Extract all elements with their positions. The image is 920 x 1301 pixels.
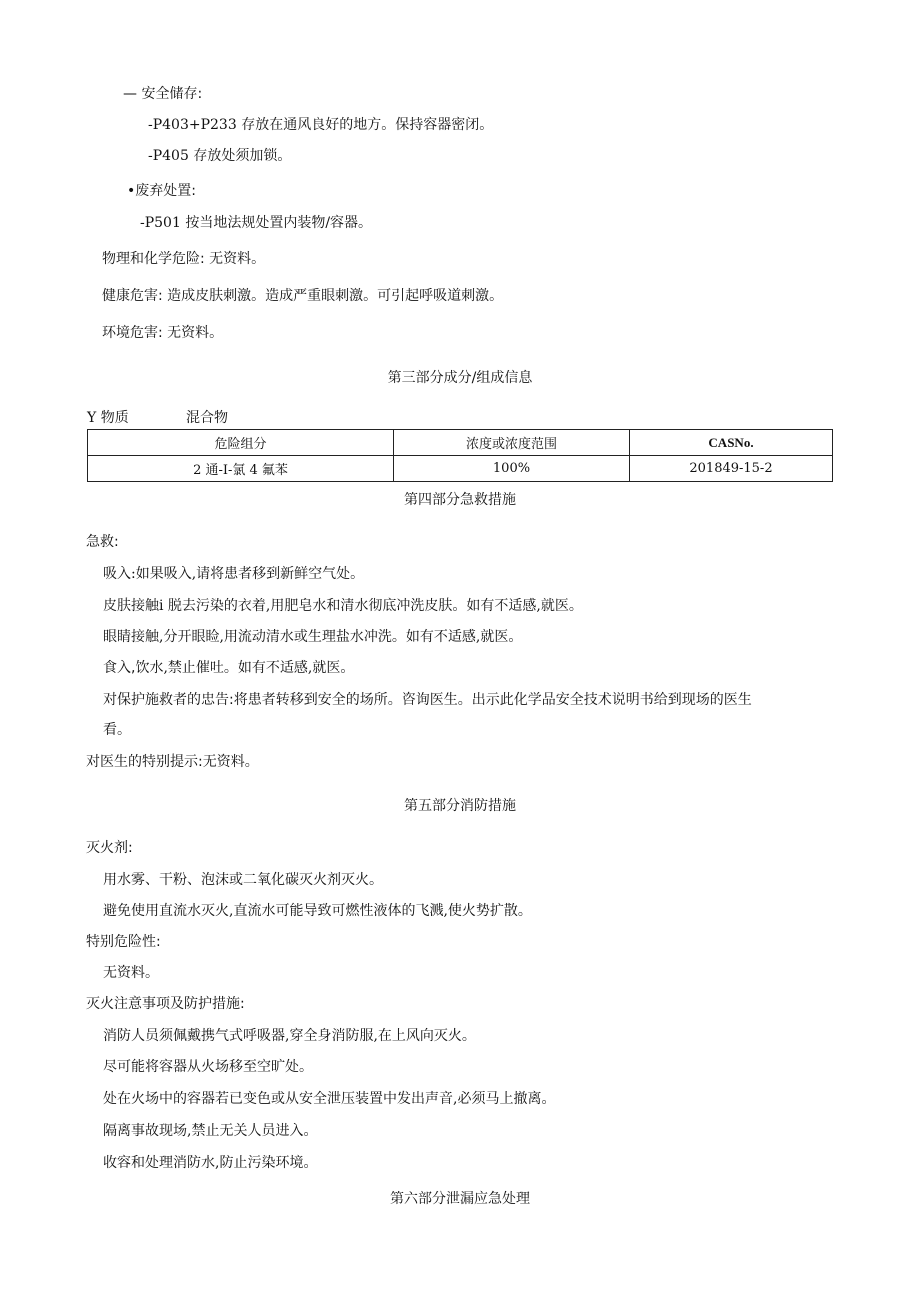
ingestion-label: 食入, — [103, 660, 136, 676]
ingestion-text: 饮水,禁止催吐。如有不适感,就医。 — [135, 660, 355, 676]
disposal-item: -P501 按当地法规处置内装物/容器。 — [140, 215, 373, 231]
precaution-item: 消防人员须佩戴携气式呼吸器,穿全身消防服,在上风向灭火。 — [103, 1028, 476, 1044]
precaution-item: 处在火场中的容器若已变色或从安全泄压装置中发出声音,必须马上撤离。 — [103, 1091, 556, 1107]
table-row — [88, 456, 833, 482]
composition-table — [87, 429, 833, 482]
precaution-label: 灭火注意事项及防护措施: — [86, 996, 245, 1012]
disposal-label: •废弃处置: — [127, 183, 196, 199]
precaution-item: 收容和处理消防水,防止污染环境。 — [103, 1155, 318, 1171]
special-hazard-label: 特别危险性: — [86, 934, 161, 950]
hazard-label: 健康危害: — [102, 288, 163, 304]
skin-text: i 脱去污染的衣着,用肥皂水和清水彻底冲洗皮肤。如有不适感,就医。 — [159, 598, 583, 614]
section3-title: 第三部分成分/组成信息 — [387, 370, 533, 386]
substance-value: 混合物 — [186, 410, 228, 426]
section4-title: 第四部分急救措施 — [404, 492, 516, 508]
table-cell: 2 通-I-氯 4 氟苯 — [88, 456, 394, 482]
firstaid-inhalation: 吸入:如果吸入,请将患者移到新鲜空气处。 — [103, 566, 365, 582]
agent-item: 用水雾、干粉、泡沫或二氧化碳灭火剂灭火。 — [103, 872, 383, 888]
storage-label: — 安全储存: — [123, 86, 203, 102]
column-header: CASNo. — [630, 430, 833, 456]
hazard-text: 造成皮肤刺激。造成严重眼刺激。可引起呼吸道刺激。 — [167, 288, 504, 304]
table-cell: 201849-15-2 — [630, 456, 833, 482]
firstaid-eye — [103, 627, 522, 647]
substance-label: Y 物质 — [87, 410, 129, 426]
storage-item: -P403+P233 存放在通风良好的地方。保持容器密闭。 — [148, 117, 494, 133]
eye-label: 眼睛接触 — [103, 629, 159, 645]
extinguishing-agent-label: 灭火剂: — [86, 840, 133, 856]
hazard-environment — [102, 323, 223, 343]
storage-item: -P405 存放处须加锁。 — [148, 148, 292, 164]
firstaid-label: 急救: — [86, 534, 119, 550]
special-hazard-item: 无资料。 — [103, 965, 159, 981]
hazard-health — [102, 286, 503, 306]
precaution-item: 隔离事故现场,禁止无关人员进入。 — [103, 1123, 318, 1139]
rescuer-text: 将患者转移到安全的场所。咨询医生。出示此化学品安全技术说明书给到现场的医生 — [233, 692, 752, 708]
hazard-label: 环境危害: — [102, 325, 163, 341]
column-header: 浓度或浓度范围 — [394, 430, 630, 456]
table-cell: 100% — [394, 456, 630, 482]
column-header: 危险组分 — [88, 430, 394, 456]
hazard-text: 无资料。 — [209, 251, 266, 267]
agent-item: 避免使用直流水灭火,直流水可能导致可燃性液体的飞溅,使火势扩散。 — [103, 903, 532, 919]
doctor-note: 对医生的特别提示:无资料。 — [86, 754, 259, 770]
eye-text: ,分开眼睑,用流动清水或生理盐水冲洗。如有不适感,就医。 — [159, 629, 523, 645]
firstaid-rescuer — [103, 690, 752, 710]
rescuer-text-continued: 看。 — [103, 722, 131, 738]
hazard-label: 物理和化学危险: — [102, 251, 205, 267]
section6-title: 第六部分泄漏应急处理 — [390, 1191, 530, 1207]
hazard-physical — [102, 249, 265, 269]
firstaid-ingestion — [103, 658, 354, 678]
table-header-row — [88, 430, 833, 456]
section5-title: 第五部分消防措施 — [404, 798, 516, 814]
skin-label: 皮肤接触 — [103, 598, 159, 614]
firstaid-skin — [103, 596, 583, 616]
rescuer-label: 对保护施救者的忠告: — [103, 692, 234, 708]
precaution-item: 尽可能将容器从火场移至空旷处。 — [103, 1059, 313, 1075]
hazard-text: 无资料。 — [167, 325, 224, 341]
